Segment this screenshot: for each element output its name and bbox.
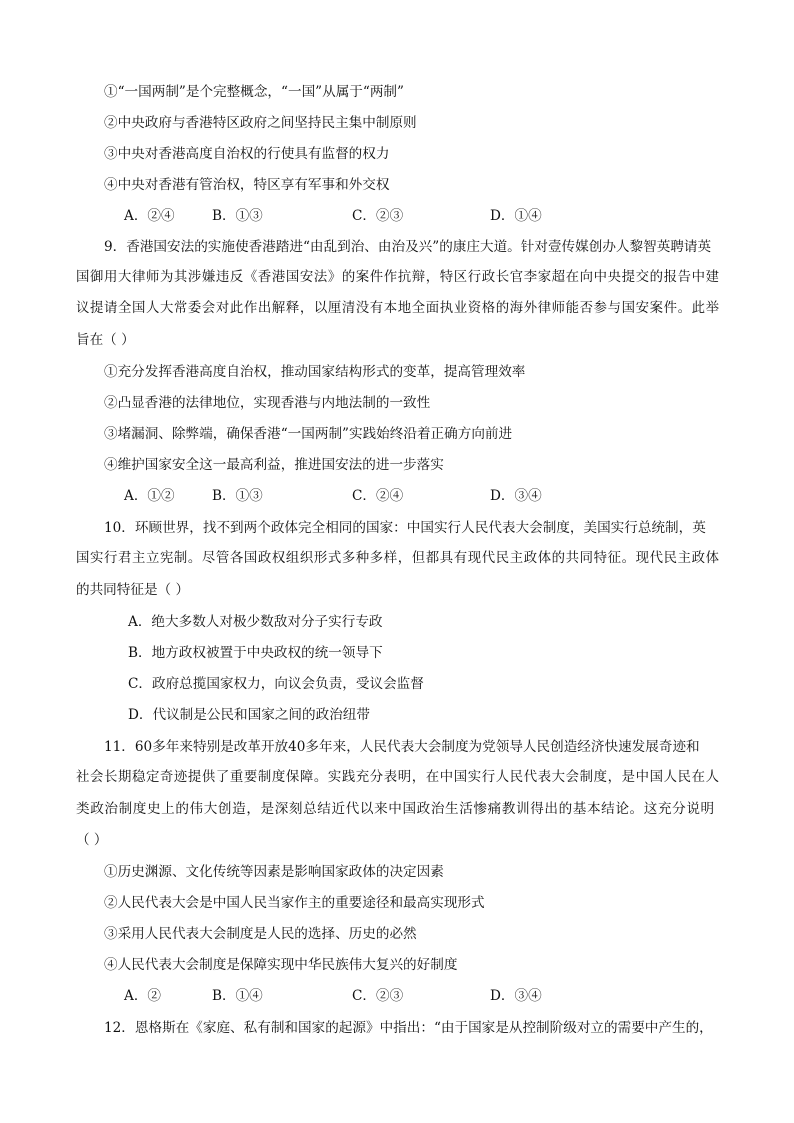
q8-choice-a[interactable]: A．②④ bbox=[124, 208, 175, 224]
q9-choice-a[interactable]: A．①② bbox=[124, 488, 175, 504]
q8-statement-4: ④中央对香港有管治权，特区享有军事和外交权 bbox=[104, 177, 390, 193]
q11-choice-d[interactable]: D．③④ bbox=[490, 988, 542, 1004]
q9-choice-d[interactable]: D．③④ bbox=[490, 488, 542, 504]
q8-choice-b[interactable]: B．①③ bbox=[212, 208, 263, 224]
q11-choice-c[interactable]: C．②③ bbox=[352, 988, 404, 1004]
q11-stem-line-1: 11．60多年来特别是改革开放40多年来，人民代表大会制度为党领导人民创造经济快速发展奇迹和 bbox=[104, 739, 700, 755]
q12-stem-line-1: 12．恩格斯在《家庭、私有制和国家的起源》中指出：“由于国家是从控制阶级对立的需要中产生的， bbox=[104, 1020, 713, 1036]
q10-stem-line-2: 国实行君主立宪制。尽管各国政权组织形式多种多样，但都具有现代民主政体的共同特征。现代民主政体 bbox=[76, 551, 720, 566]
q11-statement-3: ③采用人民代表大会制度是人民的选择、历史的必然 bbox=[104, 926, 417, 942]
q8-statement-3: ③中央对香港高度自治权的行使具有监督的权力 bbox=[104, 146, 390, 162]
q8-choice-c[interactable]: C．②③ bbox=[352, 208, 404, 224]
q9-stem-line-4: 旨在（ ） bbox=[76, 332, 135, 348]
q8-statement-1: ①“一国两制”是个完整概念，“一国”从属于“两制” bbox=[104, 84, 404, 100]
q11-stem-line-3: 类政治制度史上的伟大创造，是深刻总结近代以来中国政治生活惨痛教训得出的基本结论。这充分说明 bbox=[76, 801, 715, 817]
q10-stem-line-1: 10．环顾世界，找不到两个政体完全相同的国家：中国实行人民代表大会制度，美国实行总统制，英 bbox=[104, 520, 706, 536]
q8-statement-2: ②中央政府与香港特区政府之间坚持民主集中制原则 bbox=[104, 115, 417, 131]
q9-statement-4: ④维护国家安全这一最高利益，推进国安法的进一步落实 bbox=[104, 457, 444, 473]
q11-choice-a[interactable]: A．② bbox=[124, 988, 162, 1004]
q11-statement-4: ④人民代表大会制度是保障实现中华民族伟大复兴的好制度 bbox=[104, 957, 458, 973]
q9-choice-b[interactable]: B．①③ bbox=[212, 488, 263, 504]
q10-option-d[interactable]: D．代议制是公民和国家之间的政治纽带 bbox=[128, 707, 370, 723]
q11-statement-1: ①历史渊源、文化传统等因素是影响国家政体的决定因素 bbox=[104, 864, 444, 880]
q9-stem-line-3: 议提请全国人大常委会对此作出解释，以厘清没有本地全面执业资格的海外律师能否参与国安案件。此举 bbox=[76, 301, 720, 316]
q11-stem-line-4: （ ） bbox=[76, 832, 108, 848]
q8-choices bbox=[124, 206, 724, 226]
q9-statement-3: ③堵漏洞、除弊端，确保香港“一国两制”实践始终沿着正确方向前进 bbox=[104, 426, 513, 442]
q8-choice-d[interactable]: D．①④ bbox=[490, 208, 542, 224]
q9-choices bbox=[124, 486, 724, 506]
q11-stem-line-2: 社会长期稳定奇迹提供了重要制度保障。实践充分表明，在中国实行人民代表大会制度，是中国人民在人 bbox=[76, 770, 720, 785]
q11-choice-b[interactable]: B．①④ bbox=[212, 988, 263, 1004]
q9-statement-1: ①充分发挥香港高度自治权，推动国家结构形式的变革，提高管理效率 bbox=[104, 364, 526, 380]
q9-statement-2: ②凸显香港的法律地位，实现香港与内地法制的一致性 bbox=[104, 395, 431, 411]
q11-statement-2: ②人民代表大会是中国人民当家作主的重要途径和最高实现形式 bbox=[104, 895, 485, 911]
q11-choices bbox=[124, 986, 724, 1006]
q9-stem-line-1: 9．香港国安法的实施使香港踏进“由乱到治、由治及兴”的康庄大道。针对壹传媒创办人黎智英聘请英 bbox=[104, 239, 712, 255]
q10-option-c[interactable]: C．政府总揽国家权力，向议会负责，受议会监督 bbox=[128, 676, 424, 692]
q10-option-b[interactable]: B．地方政权被置于中央政权的统一领导下 bbox=[128, 645, 383, 661]
q9-choice-c[interactable]: C．②④ bbox=[352, 488, 404, 504]
q9-stem-line-2: 国御用大律师为其涉嫌违反《香港国安法》的案件作抗辩，特区行政长官李家超在向中央提交的报告中建 bbox=[76, 270, 720, 285]
q10-option-a[interactable]: A．绝大多数人对极少数敌对分子实行专政 bbox=[128, 614, 383, 630]
q10-stem-line-3: 的共同特征是（ ） bbox=[76, 582, 190, 598]
